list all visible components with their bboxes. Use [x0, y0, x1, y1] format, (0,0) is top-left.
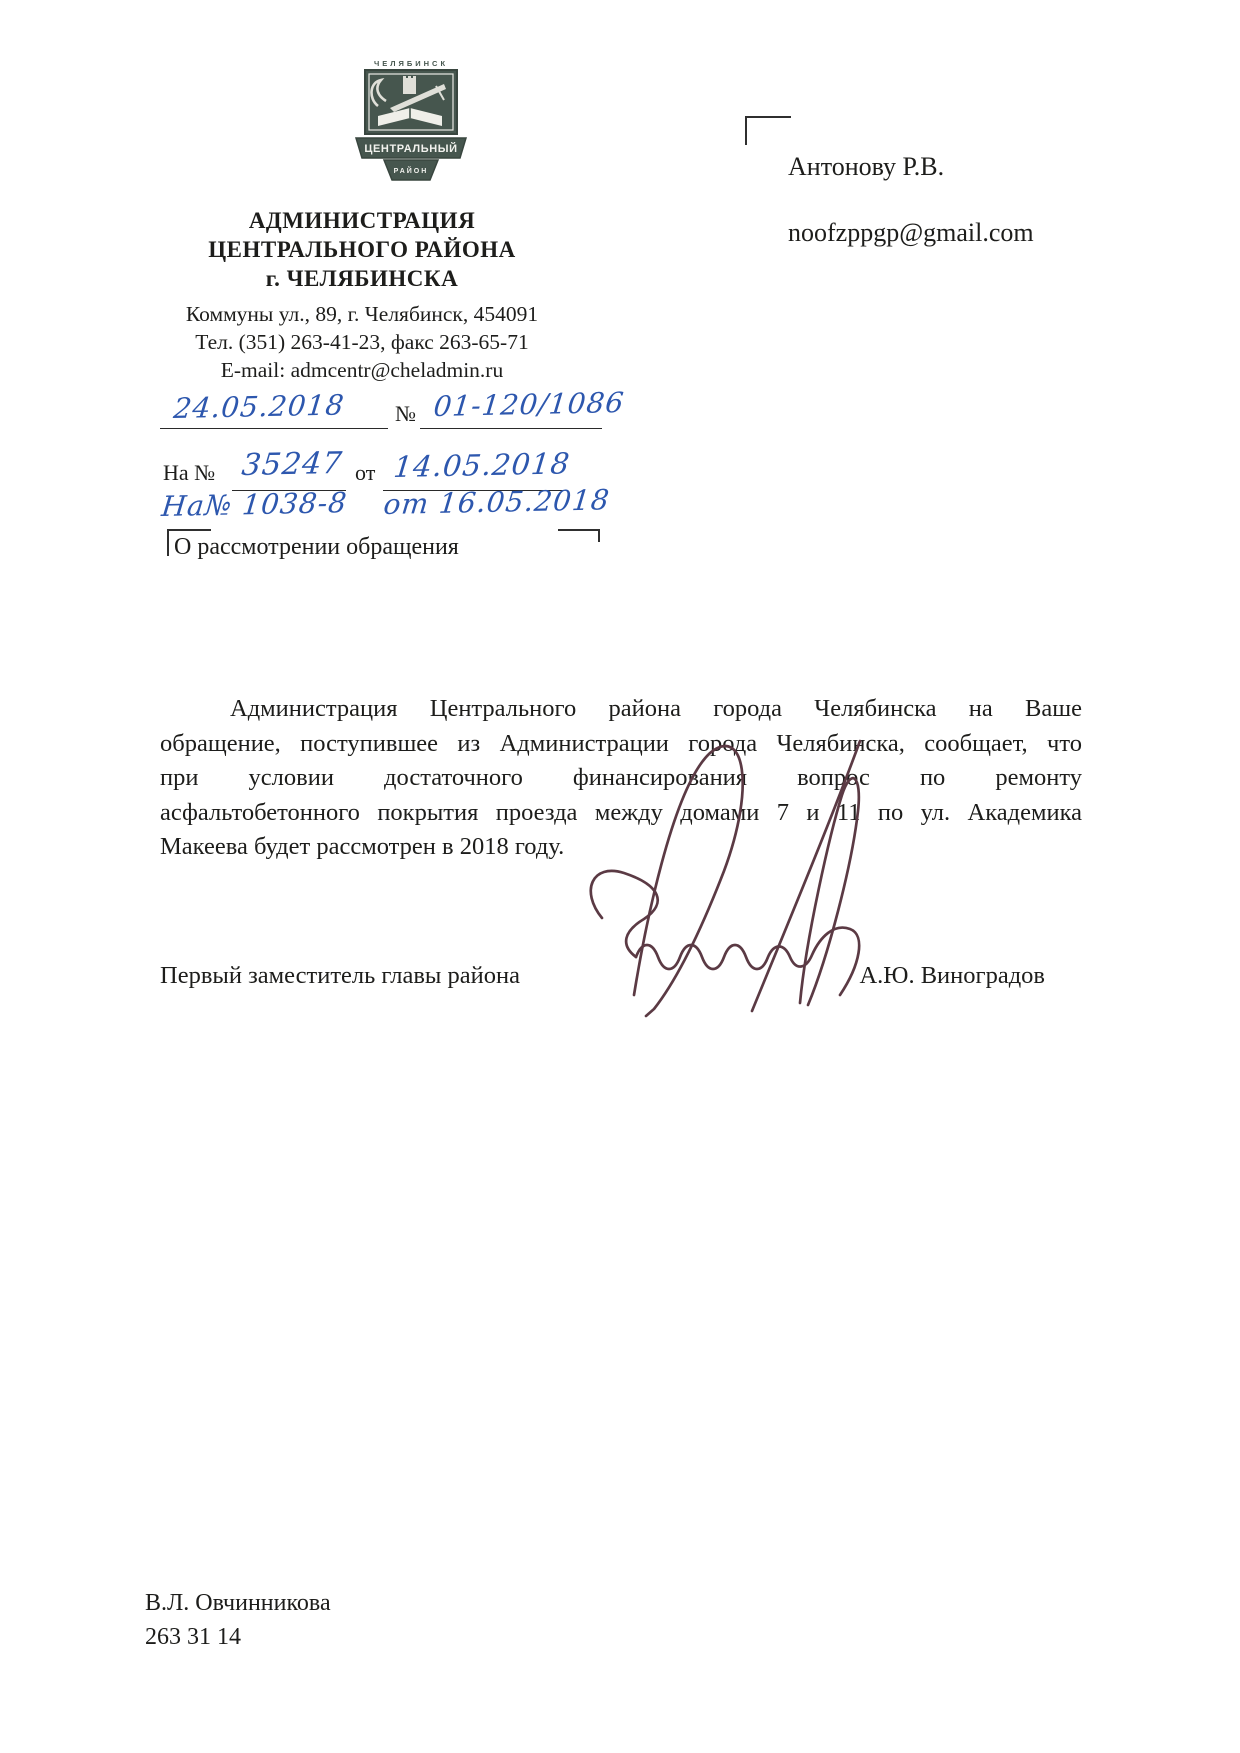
reply-date-handwritten: 14.05.2018: [392, 446, 572, 484]
number-sign-label: №: [395, 401, 416, 426]
recipient-corner-mark: [745, 116, 791, 145]
executor-name: В.Л. Овчинникова: [145, 1590, 331, 1616]
letterhead-org-name: [138, 206, 586, 293]
recipient-email: noofzppgp@gmail.com: [788, 218, 1034, 247]
body-line: обращение, поступившее из Администрации города Челябинска, сообщает, что: [160, 729, 1082, 757]
emblem-tower: [403, 78, 416, 94]
from-label: от: [355, 460, 376, 485]
emblem-city-label: ЧЕЛЯБИНСК: [373, 59, 449, 68]
signer-name: А.Ю. Виноградов: [859, 962, 1045, 989]
body-line: Макеева будет рассмотрен в 2018 году.: [160, 833, 565, 860]
second-ref-date-handwritten: от 16.05.2018: [382, 483, 612, 521]
outgoing-number-handwritten: 01-120/1086: [432, 386, 627, 423]
signer-position: Первый заместитель главы района: [160, 962, 520, 989]
reply-to-label: На №: [163, 460, 216, 485]
recipient-name: Антонову Р.В.: [788, 152, 945, 181]
number-blank-line: [420, 428, 602, 429]
letterhead-address: Коммуны ул., 89, г. Челябинск, 454091: [185, 302, 539, 326]
emblem-district-label: ЦЕНТРАЛЬНЫЙ: [364, 143, 458, 155]
executor-phone: 263 31 14: [145, 1624, 241, 1650]
letterhead-contacts: [138, 300, 586, 384]
letterhead-email: E-mail: admcentr@cheladmin.ru: [220, 358, 504, 382]
subject-right-corner-mark: [558, 529, 600, 542]
org-name-line1: АДМИНИСТРАЦИЯ: [248, 208, 476, 233]
body-line: при условии достаточного финансирования вопрос по ремонту: [160, 764, 1082, 791]
district-coat-of-arms: [348, 56, 474, 192]
second-ref-handwritten: На№ 1038-8: [160, 486, 349, 523]
emblem-raion-label: РАЙОН: [393, 168, 429, 175]
letterhead-phone: Тел. (351) 263-41-23, факс 263-65-71: [195, 330, 529, 354]
org-name-line3: г. ЧЕЛЯБИНСКА: [265, 266, 459, 291]
outgoing-date-handwritten: 24.05.2018: [172, 388, 347, 425]
body-line: асфальтобетонного покрытия проезда между домами 7 и 11 по ул. Академика: [160, 798, 1082, 826]
date-blank-line: [160, 428, 388, 429]
body-line: Администрация Центрального района города Челябинска на Ваше: [230, 695, 1082, 722]
org-name-line2: ЦЕНТРАЛЬНОГО РАЙОНА: [208, 237, 516, 262]
reply-number-handwritten: 35247: [240, 445, 345, 483]
subject-line: О рассмотрении обращения: [174, 534, 459, 560]
